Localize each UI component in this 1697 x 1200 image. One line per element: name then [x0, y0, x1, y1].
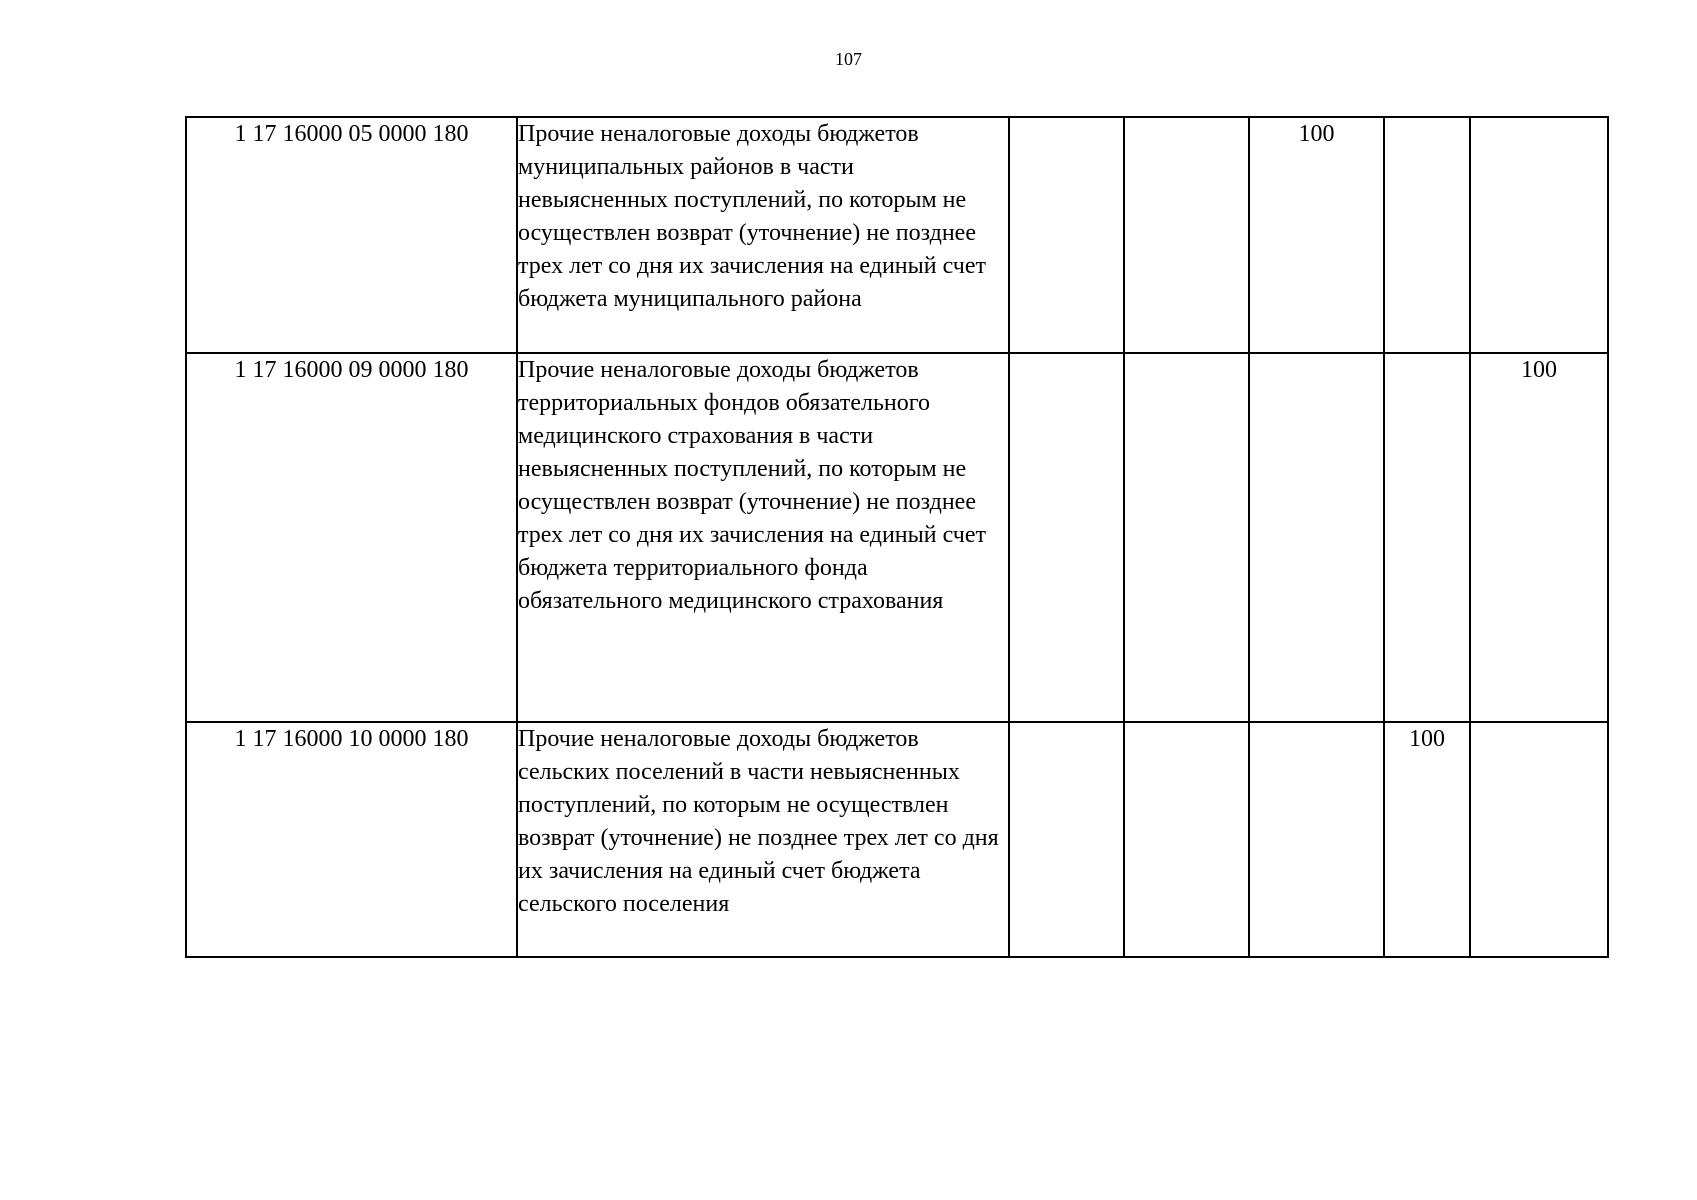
revenue-distribution-table — [185, 116, 1609, 958]
value-cell — [1009, 353, 1124, 722]
value-cell — [1384, 353, 1470, 722]
value-cell — [1470, 722, 1608, 957]
description-cell: Прочие неналоговые доходы бюджетов сельских поселений в части невыясненных поступлений, по которым не осуществлен возврат (уточнение) не позднее трех лет со дня их зачисления на единый счет бюджета сельского поселения — [517, 722, 1009, 957]
budget-code-cell: 1 17 16000 05 0000 180 — [186, 117, 517, 353]
value-cell — [1249, 722, 1384, 957]
value-cell — [1124, 353, 1249, 722]
budget-code-cell: 1 17 16000 10 0000 180 — [186, 722, 517, 957]
value-cell: 100 — [1384, 722, 1470, 957]
budget-code-cell: 1 17 16000 09 0000 180 — [186, 353, 517, 722]
table-row — [186, 353, 1608, 722]
description-cell: Прочие неналоговые доходы бюджетов муниципальных районов в части невыясненных поступлений, по которым не осуществлен возврат (уточнение) не позднее трех лет со дня их зачисления на единый счет бюджета муниципального района — [517, 117, 1009, 353]
table-row — [186, 722, 1608, 957]
description-cell: Прочие неналоговые доходы бюджетов территориальных фондов обязательного медицинского страхования в части невыясненных поступлений, по которым не осуществлен возврат (уточнение) не позднее трех лет со дня их зачисления на единый счет бюджета территориального фонда обязательного медицинского страхования — [517, 353, 1009, 722]
page-number: 107 — [835, 49, 862, 69]
table-row — [186, 117, 1608, 353]
value-cell — [1124, 722, 1249, 957]
value-cell — [1384, 117, 1470, 353]
value-cell: 100 — [1249, 117, 1384, 353]
value-cell — [1249, 353, 1384, 722]
value-cell: 100 — [1470, 353, 1608, 722]
value-cell — [1124, 117, 1249, 353]
value-cell — [1009, 722, 1124, 957]
value-cell — [1009, 117, 1124, 353]
value-cell — [1470, 117, 1608, 353]
